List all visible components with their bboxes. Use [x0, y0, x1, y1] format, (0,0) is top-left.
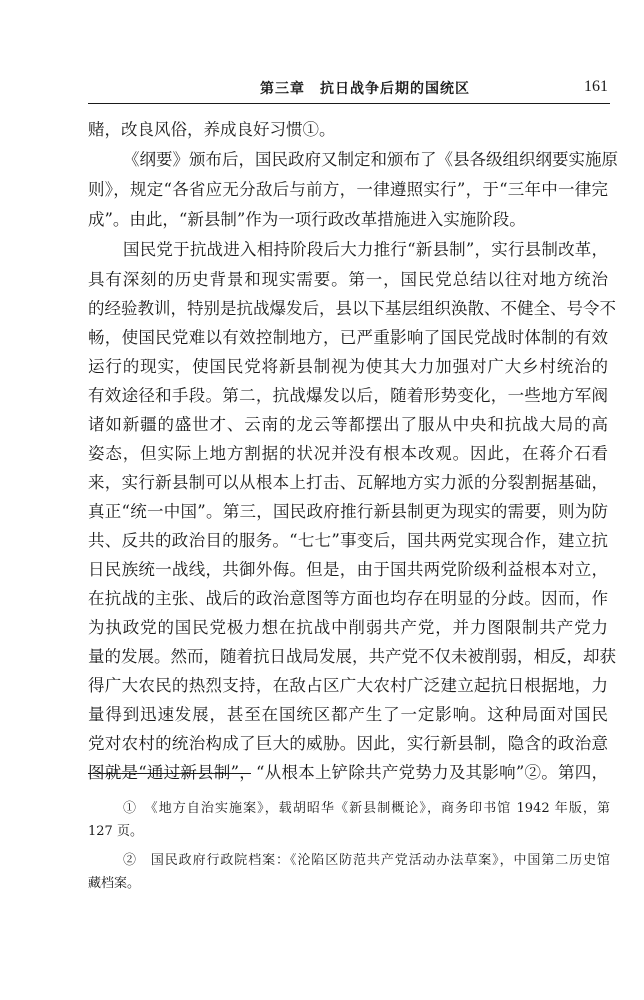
body-line: 为执政党的国民党极力想在抗战中削弱共产党，并力图限制共产党力 — [88, 618, 608, 637]
body-line: 姿态，但实际上地方割据的状况并没有根本改观。因此，在蒋介石看 — [88, 444, 608, 463]
body-line: 真正“统一中国”。第三，国民政府推行新县制更为现实的需要，则为防 — [88, 502, 608, 521]
footnote-1-line: ① 《地方自治实施案》，载胡昭华《新县制概论》，商务印书馆 1942 年版，第 — [123, 801, 610, 816]
page-number: 161 — [584, 78, 608, 95]
body-line: 运行的现实，使国民党将新县制视为使其大力加强对广大乡村统治的 — [88, 357, 608, 376]
body-line: 图就是“通过新县制”，“从根本上铲除共产党势力及其影响”②。第四， — [88, 763, 608, 782]
body-line: 量的发展。然而，随着抗日战局发展，共产党不仅未被削弱，相反，却获 — [88, 647, 616, 666]
body-line: 国民党于抗战进入相持阶段后大力推行“新县制”，实行县制改革， — [123, 240, 608, 259]
body-line: 则》，规定“各省应无分敌后与前方，一律遵照实行”，于“三年中一律完 — [88, 180, 608, 199]
body-line: 有效途径和手段。第二，抗战爆发以后，随着形势变化，一些地方军阀 — [88, 386, 608, 405]
footnote-2-line: ② 国民政府行政院档案：《沦陷区防范共产党活动办法草案》，中国第二历史馆 — [123, 853, 610, 868]
footnote-2-line: 藏档案。 — [88, 876, 141, 891]
body-line: 在抗战的主张、战后的政治意图等方面也均存在明显的分歧。因而，作 — [88, 589, 608, 608]
body-line: 畅，使国民党难以有效控制地方，已严重影响了国民党战时体制的有效 — [88, 328, 608, 347]
header-rule — [88, 103, 610, 104]
body-line: 党对农村的统治构成了巨大的威胁。因此，实行新县制，隐含的政治意 — [88, 734, 608, 753]
body-line: 赌，改良风俗，养成良好习惯①。 — [88, 120, 336, 139]
body-line: 的经验教训，特别是抗战爆发后，县以下基层组织涣散、不健全、号令不 — [88, 299, 616, 318]
body-line: 共、反共的政治目的服务。“七七”事变后，国共两党实现合作，建立抗 — [88, 531, 608, 550]
body-line: 得广大农民的热烈支持，在敌占区广大农村广泛建立起抗日根据地，力 — [88, 676, 608, 695]
footnote-1-line: 127 页。 — [88, 824, 143, 839]
body-line: 量得到迅速发展，甚至在国统区都产生了一定影响。这种局面对国民 — [88, 705, 608, 724]
body-line: 诸如新疆的盛世才、云南的龙云等都摆出了服从中央和抗战大局的高 — [88, 415, 608, 434]
body-line: 成”。由此，“新县制”作为一项行政改革措施进入实施阶段。 — [88, 210, 526, 229]
footnote-rule — [88, 773, 251, 774]
running-header — [88, 78, 608, 100]
body-line: 来，实行新县制可以从根本上打击、瓦解地方实力派的分裂割据基础， — [88, 473, 608, 492]
body-line: 《纲要》颁布后，国民政府又制定和颁布了《县各级组织纲要实施原 — [123, 150, 618, 169]
body-line: 日民族统一战线，共御外侮。但是，由于国共两党阶级利益根本对立， — [88, 560, 608, 579]
chapter-title: 第三章 抗日战争后期的国统区 — [260, 81, 470, 97]
body-line: 具有深刻的历史背景和现实需要。第一，国民党总结以往对地方统治 — [88, 270, 608, 289]
